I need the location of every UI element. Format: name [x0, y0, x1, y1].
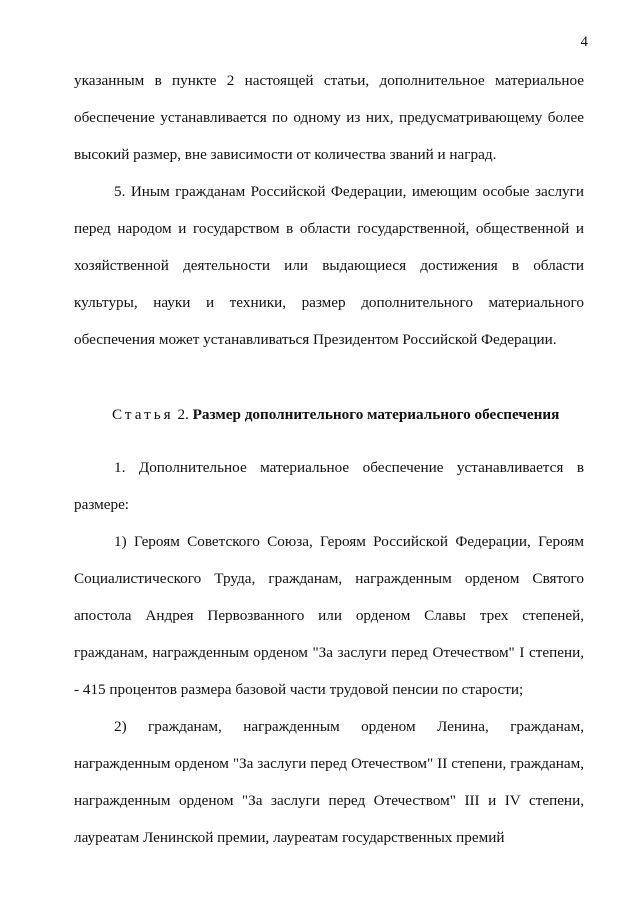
- paragraph-article2-1-2: 2) гражданам, награжденным орденом Ленина, гражданам, награжденным орденом "За заслуги перед Отечеством" II степени, гражданам, награжденным орденом "За заслуги перед Отечеством" III и IV степени, лауреатам Ленинской премии, лауреатам государственных премий: [74, 718, 584, 846]
- paragraph-article2-1-1: 1) Героям Советского Союза, Героям Российской Федерации, Героям Социалистического Труда, гражданам, награжденным орденом Святого апостола Андрея Первозванного или орденом Славы трех степеней, гражданам, награжденным орденом "За заслуги перед Отечеством" I степени, - 415 процентов размера базовой части трудовой пенсии по старости;: [74, 533, 584, 698]
- article-heading: [74, 396, 584, 433]
- article-title: Размер дополнительного материального обеспечения: [192, 406, 560, 423]
- article-word: Статья: [112, 406, 174, 423]
- paragraph-5: 5. Иным гражданам Российской Федерации, имеющим особые заслуги перед народом и государством в области государственной, общественной и хозяйственной деятельности или выдающиеся достижения в области культуры, науки и техники, размер дополнительного материального обеспечения может устанавливаться Президентом Российской Федерации.: [74, 183, 584, 348]
- paragraph-article2-1: 1. Дополнительное материальное обеспечение устанавливается в размере:: [74, 459, 584, 513]
- page-number: 4: [580, 34, 588, 50]
- article-number: 2.: [177, 406, 189, 423]
- document-body: [74, 62, 584, 856]
- paragraph-continuation: указанным в пункте 2 настоящей статьи, дополнительное материальное обеспечение устанавливается по одному из них, предусматривающему более высокий размер, вне зависимости от количества званий и наград.: [74, 72, 584, 163]
